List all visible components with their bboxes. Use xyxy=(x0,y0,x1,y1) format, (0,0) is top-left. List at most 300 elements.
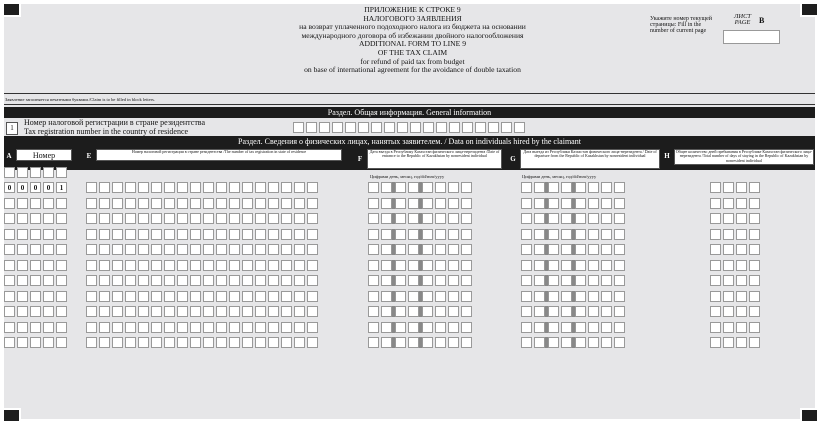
char-box[interactable] xyxy=(435,213,446,224)
char-box[interactable] xyxy=(4,291,15,302)
char-box[interactable] xyxy=(281,260,292,271)
char-box[interactable] xyxy=(203,229,214,240)
char-box[interactable] xyxy=(216,229,227,240)
char-box[interactable] xyxy=(138,275,149,286)
char-box[interactable] xyxy=(99,229,110,240)
char-box[interactable] xyxy=(242,275,253,286)
row-tax-number-input[interactable] xyxy=(86,198,318,209)
char-box[interactable] xyxy=(86,198,97,209)
char-box[interactable] xyxy=(112,213,123,224)
char-box[interactable] xyxy=(548,198,559,209)
row-tax-number-input[interactable] xyxy=(86,291,318,302)
row-tax-number-input[interactable] xyxy=(86,306,318,317)
char-box[interactable] xyxy=(268,275,279,286)
char-box[interactable] xyxy=(448,260,459,271)
char-box[interactable] xyxy=(294,260,305,271)
char-box[interactable] xyxy=(112,198,123,209)
char-box[interactable] xyxy=(381,260,392,271)
char-box[interactable] xyxy=(203,182,214,193)
char-box[interactable] xyxy=(534,306,545,317)
char-box[interactable] xyxy=(255,337,266,348)
char-box[interactable] xyxy=(588,182,599,193)
char-box[interactable] xyxy=(548,322,559,333)
char-box[interactable] xyxy=(177,291,188,302)
char-box[interactable] xyxy=(601,322,612,333)
char-box[interactable] xyxy=(408,291,419,302)
char-box[interactable] xyxy=(125,275,136,286)
char-box[interactable] xyxy=(307,275,318,286)
char-box[interactable] xyxy=(384,122,395,133)
char-box[interactable] xyxy=(190,229,201,240)
char-box[interactable] xyxy=(749,260,760,271)
char-box[interactable] xyxy=(164,244,175,255)
char-box[interactable] xyxy=(294,182,305,193)
row-number-input[interactable] xyxy=(4,198,67,209)
char-box[interactable] xyxy=(381,182,392,193)
row-departure-date-input[interactable] xyxy=(521,322,625,333)
char-box[interactable] xyxy=(575,182,586,193)
char-box[interactable] xyxy=(4,213,15,224)
char-box[interactable] xyxy=(736,306,747,317)
char-box[interactable] xyxy=(190,275,201,286)
char-box[interactable] xyxy=(86,337,97,348)
char-box[interactable] xyxy=(203,244,214,255)
char-box[interactable] xyxy=(521,337,532,348)
char-box[interactable] xyxy=(368,213,379,224)
char-box[interactable] xyxy=(422,198,433,209)
row-tax-number-input[interactable] xyxy=(86,260,318,271)
char-box[interactable] xyxy=(736,322,747,333)
char-box[interactable] xyxy=(307,229,318,240)
char-box[interactable] xyxy=(138,306,149,317)
char-box[interactable] xyxy=(177,182,188,193)
char-box[interactable] xyxy=(588,275,599,286)
char-box[interactable] xyxy=(561,306,572,317)
char-box[interactable] xyxy=(534,275,545,286)
row-number-input[interactable] xyxy=(4,182,67,193)
char-box[interactable] xyxy=(17,244,28,255)
char-box[interactable] xyxy=(381,198,392,209)
char-box[interactable] xyxy=(307,244,318,255)
char-box[interactable] xyxy=(151,306,162,317)
char-box[interactable] xyxy=(534,322,545,333)
char-box[interactable] xyxy=(368,337,379,348)
char-box[interactable] xyxy=(4,337,15,348)
char-box[interactable] xyxy=(601,275,612,286)
char-box[interactable]: 0 xyxy=(30,182,41,193)
char-box[interactable] xyxy=(43,275,54,286)
char-box[interactable] xyxy=(17,167,28,178)
char-box[interactable] xyxy=(435,291,446,302)
char-box[interactable] xyxy=(395,306,406,317)
char-box[interactable] xyxy=(710,306,721,317)
char-box[interactable] xyxy=(307,291,318,302)
char-box[interactable] xyxy=(268,213,279,224)
row-tax-number-input[interactable] xyxy=(86,244,318,255)
row-entry-date-input[interactable] xyxy=(368,275,472,286)
char-box[interactable] xyxy=(242,229,253,240)
char-box[interactable] xyxy=(736,291,747,302)
char-box[interactable] xyxy=(177,244,188,255)
char-box[interactable]: 1 xyxy=(56,182,67,193)
char-box[interactable] xyxy=(710,244,721,255)
char-box[interactable] xyxy=(749,322,760,333)
char-box[interactable] xyxy=(164,182,175,193)
char-box[interactable] xyxy=(381,244,392,255)
char-box[interactable] xyxy=(534,182,545,193)
char-box[interactable] xyxy=(216,306,227,317)
char-box[interactable] xyxy=(86,275,97,286)
row-number-input[interactable] xyxy=(4,244,67,255)
char-box[interactable] xyxy=(99,182,110,193)
char-box[interactable] xyxy=(255,213,266,224)
row-number-input[interactable] xyxy=(4,337,67,348)
char-box[interactable] xyxy=(319,122,330,133)
char-box[interactable] xyxy=(723,229,734,240)
char-box[interactable] xyxy=(521,198,532,209)
char-box[interactable] xyxy=(723,275,734,286)
char-box[interactable] xyxy=(255,306,266,317)
char-box[interactable] xyxy=(229,213,240,224)
char-box[interactable] xyxy=(588,306,599,317)
char-box[interactable] xyxy=(151,182,162,193)
char-box[interactable] xyxy=(395,182,406,193)
row-number-input[interactable] xyxy=(4,306,67,317)
char-box[interactable] xyxy=(164,229,175,240)
char-box[interactable] xyxy=(86,182,97,193)
char-box[interactable] xyxy=(614,260,625,271)
char-box[interactable] xyxy=(255,291,266,302)
char-box[interactable] xyxy=(17,337,28,348)
char-box[interactable] xyxy=(368,291,379,302)
char-box[interactable] xyxy=(190,322,201,333)
char-box[interactable] xyxy=(125,291,136,302)
char-box[interactable] xyxy=(521,182,532,193)
char-box[interactable] xyxy=(548,260,559,271)
char-box[interactable] xyxy=(521,275,532,286)
char-box[interactable] xyxy=(368,198,379,209)
char-box[interactable] xyxy=(408,198,419,209)
char-box[interactable] xyxy=(43,306,54,317)
char-box[interactable] xyxy=(601,291,612,302)
row-days-input[interactable] xyxy=(710,213,760,224)
char-box[interactable] xyxy=(408,182,419,193)
char-box[interactable] xyxy=(56,275,67,286)
char-box[interactable] xyxy=(723,322,734,333)
char-box[interactable] xyxy=(190,260,201,271)
char-box[interactable] xyxy=(99,213,110,224)
char-box[interactable] xyxy=(203,322,214,333)
char-box[interactable] xyxy=(368,306,379,317)
char-box[interactable] xyxy=(448,306,459,317)
char-box[interactable] xyxy=(203,275,214,286)
char-box[interactable] xyxy=(30,167,41,178)
char-box[interactable] xyxy=(151,213,162,224)
char-box[interactable] xyxy=(534,337,545,348)
char-box[interactable] xyxy=(368,260,379,271)
char-box[interactable] xyxy=(281,182,292,193)
char-box[interactable] xyxy=(461,260,472,271)
char-box[interactable] xyxy=(723,182,734,193)
char-box[interactable] xyxy=(43,322,54,333)
char-box[interactable] xyxy=(307,260,318,271)
char-box[interactable] xyxy=(177,229,188,240)
char-box[interactable] xyxy=(242,322,253,333)
char-box[interactable] xyxy=(588,337,599,348)
char-box[interactable] xyxy=(294,275,305,286)
row-entry-date-input[interactable] xyxy=(368,213,472,224)
char-box[interactable] xyxy=(17,198,28,209)
char-box[interactable] xyxy=(435,260,446,271)
char-box[interactable] xyxy=(307,337,318,348)
char-box[interactable] xyxy=(43,198,54,209)
char-box[interactable] xyxy=(561,229,572,240)
char-box[interactable] xyxy=(588,260,599,271)
char-box[interactable] xyxy=(448,229,459,240)
row-days-input[interactable] xyxy=(710,260,760,271)
char-box[interactable] xyxy=(164,291,175,302)
char-box[interactable] xyxy=(190,182,201,193)
char-box[interactable] xyxy=(395,244,406,255)
char-box[interactable] xyxy=(614,229,625,240)
char-box[interactable] xyxy=(112,322,123,333)
char-box[interactable] xyxy=(255,198,266,209)
char-box[interactable] xyxy=(112,260,123,271)
char-box[interactable] xyxy=(422,182,433,193)
char-box[interactable] xyxy=(203,337,214,348)
char-box[interactable] xyxy=(368,322,379,333)
row-entry-date-input[interactable] xyxy=(368,244,472,255)
char-box[interactable]: 0 xyxy=(17,182,28,193)
char-box[interactable] xyxy=(216,182,227,193)
char-box[interactable] xyxy=(56,322,67,333)
char-box[interactable] xyxy=(561,291,572,302)
char-box[interactable] xyxy=(514,122,525,133)
char-box[interactable] xyxy=(575,337,586,348)
char-box[interactable] xyxy=(548,229,559,240)
char-box[interactable] xyxy=(151,337,162,348)
row-days-input[interactable] xyxy=(710,291,760,302)
char-box[interactable] xyxy=(614,275,625,286)
char-box[interactable] xyxy=(229,229,240,240)
row-departure-date-input[interactable] xyxy=(521,213,625,224)
char-box[interactable] xyxy=(4,229,15,240)
char-box[interactable] xyxy=(749,198,760,209)
char-box[interactable] xyxy=(294,229,305,240)
char-box[interactable] xyxy=(99,275,110,286)
char-box[interactable] xyxy=(30,244,41,255)
char-box[interactable] xyxy=(449,122,460,133)
char-box[interactable] xyxy=(306,122,317,133)
char-box[interactable] xyxy=(112,229,123,240)
char-box[interactable] xyxy=(99,306,110,317)
char-box[interactable] xyxy=(422,213,433,224)
char-box[interactable] xyxy=(281,322,292,333)
char-box[interactable] xyxy=(749,337,760,348)
char-box[interactable] xyxy=(112,275,123,286)
char-box[interactable] xyxy=(601,337,612,348)
char-box[interactable] xyxy=(575,260,586,271)
char-box[interactable] xyxy=(125,229,136,240)
char-box[interactable] xyxy=(151,198,162,209)
char-box[interactable] xyxy=(151,291,162,302)
char-box[interactable] xyxy=(242,337,253,348)
char-box[interactable] xyxy=(229,306,240,317)
char-box[interactable] xyxy=(710,291,721,302)
char-box[interactable] xyxy=(112,337,123,348)
char-box[interactable] xyxy=(548,244,559,255)
char-box[interactable] xyxy=(4,260,15,271)
char-box[interactable] xyxy=(307,198,318,209)
row-number-input[interactable] xyxy=(4,275,67,286)
char-box[interactable] xyxy=(4,306,15,317)
char-box[interactable] xyxy=(190,244,201,255)
char-box[interactable] xyxy=(422,337,433,348)
char-box[interactable] xyxy=(203,306,214,317)
char-box[interactable] xyxy=(448,337,459,348)
char-box[interactable] xyxy=(268,337,279,348)
char-box[interactable] xyxy=(534,198,545,209)
row-entry-date-input[interactable] xyxy=(368,337,472,348)
char-box[interactable] xyxy=(368,229,379,240)
char-box[interactable] xyxy=(575,213,586,224)
char-box[interactable] xyxy=(56,244,67,255)
char-box[interactable] xyxy=(255,322,266,333)
char-box[interactable] xyxy=(710,229,721,240)
char-box[interactable] xyxy=(501,122,512,133)
char-box[interactable] xyxy=(307,306,318,317)
row-number-input[interactable] xyxy=(4,322,67,333)
char-box[interactable] xyxy=(164,337,175,348)
char-box[interactable] xyxy=(99,337,110,348)
char-box[interactable] xyxy=(4,244,15,255)
char-box[interactable] xyxy=(736,275,747,286)
char-box[interactable] xyxy=(435,337,446,348)
row-departure-date-input[interactable] xyxy=(521,229,625,240)
row-departure-date-input[interactable] xyxy=(521,182,625,193)
row-entry-date-input[interactable] xyxy=(368,198,472,209)
char-box[interactable] xyxy=(151,275,162,286)
char-box[interactable] xyxy=(177,337,188,348)
char-box[interactable] xyxy=(448,182,459,193)
char-box[interactable] xyxy=(43,229,54,240)
char-box[interactable] xyxy=(294,291,305,302)
row-days-input[interactable] xyxy=(710,229,760,240)
row-entry-date-input[interactable] xyxy=(368,229,472,240)
char-box[interactable] xyxy=(86,322,97,333)
char-box[interactable] xyxy=(307,322,318,333)
char-box[interactable] xyxy=(203,213,214,224)
row-entry-date-input[interactable] xyxy=(368,306,472,317)
char-box[interactable] xyxy=(601,213,612,224)
char-box[interactable] xyxy=(588,322,599,333)
char-box[interactable] xyxy=(381,337,392,348)
char-box[interactable] xyxy=(395,229,406,240)
char-box[interactable] xyxy=(216,244,227,255)
row-departure-date-input[interactable] xyxy=(521,291,625,302)
char-box[interactable] xyxy=(614,337,625,348)
char-box[interactable] xyxy=(614,322,625,333)
char-box[interactable] xyxy=(17,213,28,224)
char-box[interactable] xyxy=(242,198,253,209)
char-box[interactable] xyxy=(138,198,149,209)
char-box[interactable] xyxy=(56,291,67,302)
char-box[interactable] xyxy=(255,182,266,193)
char-box[interactable] xyxy=(548,275,559,286)
char-box[interactable] xyxy=(448,213,459,224)
char-box[interactable] xyxy=(395,322,406,333)
char-box[interactable] xyxy=(749,182,760,193)
row-departure-date-input[interactable] xyxy=(521,337,625,348)
char-box[interactable] xyxy=(575,229,586,240)
row-tax-number-input[interactable] xyxy=(86,337,318,348)
char-box[interactable] xyxy=(601,229,612,240)
char-box[interactable] xyxy=(86,213,97,224)
char-box[interactable] xyxy=(99,322,110,333)
row-departure-date-input[interactable] xyxy=(521,198,625,209)
char-box[interactable] xyxy=(710,275,721,286)
char-box[interactable] xyxy=(461,337,472,348)
char-box[interactable] xyxy=(461,291,472,302)
char-box[interactable] xyxy=(461,182,472,193)
row-departure-date-input[interactable] xyxy=(521,260,625,271)
char-box[interactable] xyxy=(435,322,446,333)
char-box[interactable] xyxy=(534,229,545,240)
char-box[interactable] xyxy=(17,322,28,333)
char-box[interactable] xyxy=(749,244,760,255)
char-box[interactable] xyxy=(164,213,175,224)
char-box[interactable] xyxy=(601,198,612,209)
char-box[interactable] xyxy=(749,306,760,317)
char-box[interactable] xyxy=(749,229,760,240)
char-box[interactable] xyxy=(268,198,279,209)
char-box[interactable] xyxy=(749,291,760,302)
char-box[interactable] xyxy=(397,122,408,133)
char-box[interactable] xyxy=(448,275,459,286)
char-box[interactable] xyxy=(410,122,421,133)
char-box[interactable] xyxy=(242,213,253,224)
row-days-input[interactable] xyxy=(710,198,760,209)
char-box[interactable] xyxy=(422,229,433,240)
char-box[interactable] xyxy=(229,244,240,255)
char-box[interactable] xyxy=(177,306,188,317)
char-box[interactable] xyxy=(17,291,28,302)
char-box[interactable] xyxy=(268,229,279,240)
row-entry-date-input[interactable] xyxy=(368,182,472,193)
char-box[interactable] xyxy=(56,198,67,209)
char-box[interactable] xyxy=(30,229,41,240)
char-box[interactable] xyxy=(138,260,149,271)
char-box[interactable] xyxy=(138,229,149,240)
row-departure-date-input[interactable] xyxy=(521,244,625,255)
char-box[interactable] xyxy=(164,260,175,271)
char-box[interactable] xyxy=(43,337,54,348)
char-box[interactable] xyxy=(423,122,434,133)
char-box[interactable] xyxy=(395,275,406,286)
char-box[interactable] xyxy=(371,122,382,133)
char-box[interactable] xyxy=(294,213,305,224)
char-box[interactable] xyxy=(99,198,110,209)
char-box[interactable] xyxy=(422,291,433,302)
char-box[interactable] xyxy=(601,306,612,317)
char-box[interactable] xyxy=(548,182,559,193)
char-box[interactable] xyxy=(435,229,446,240)
char-box[interactable] xyxy=(736,337,747,348)
char-box[interactable] xyxy=(4,198,15,209)
char-box[interactable] xyxy=(99,244,110,255)
char-box[interactable] xyxy=(216,291,227,302)
char-box[interactable] xyxy=(138,182,149,193)
